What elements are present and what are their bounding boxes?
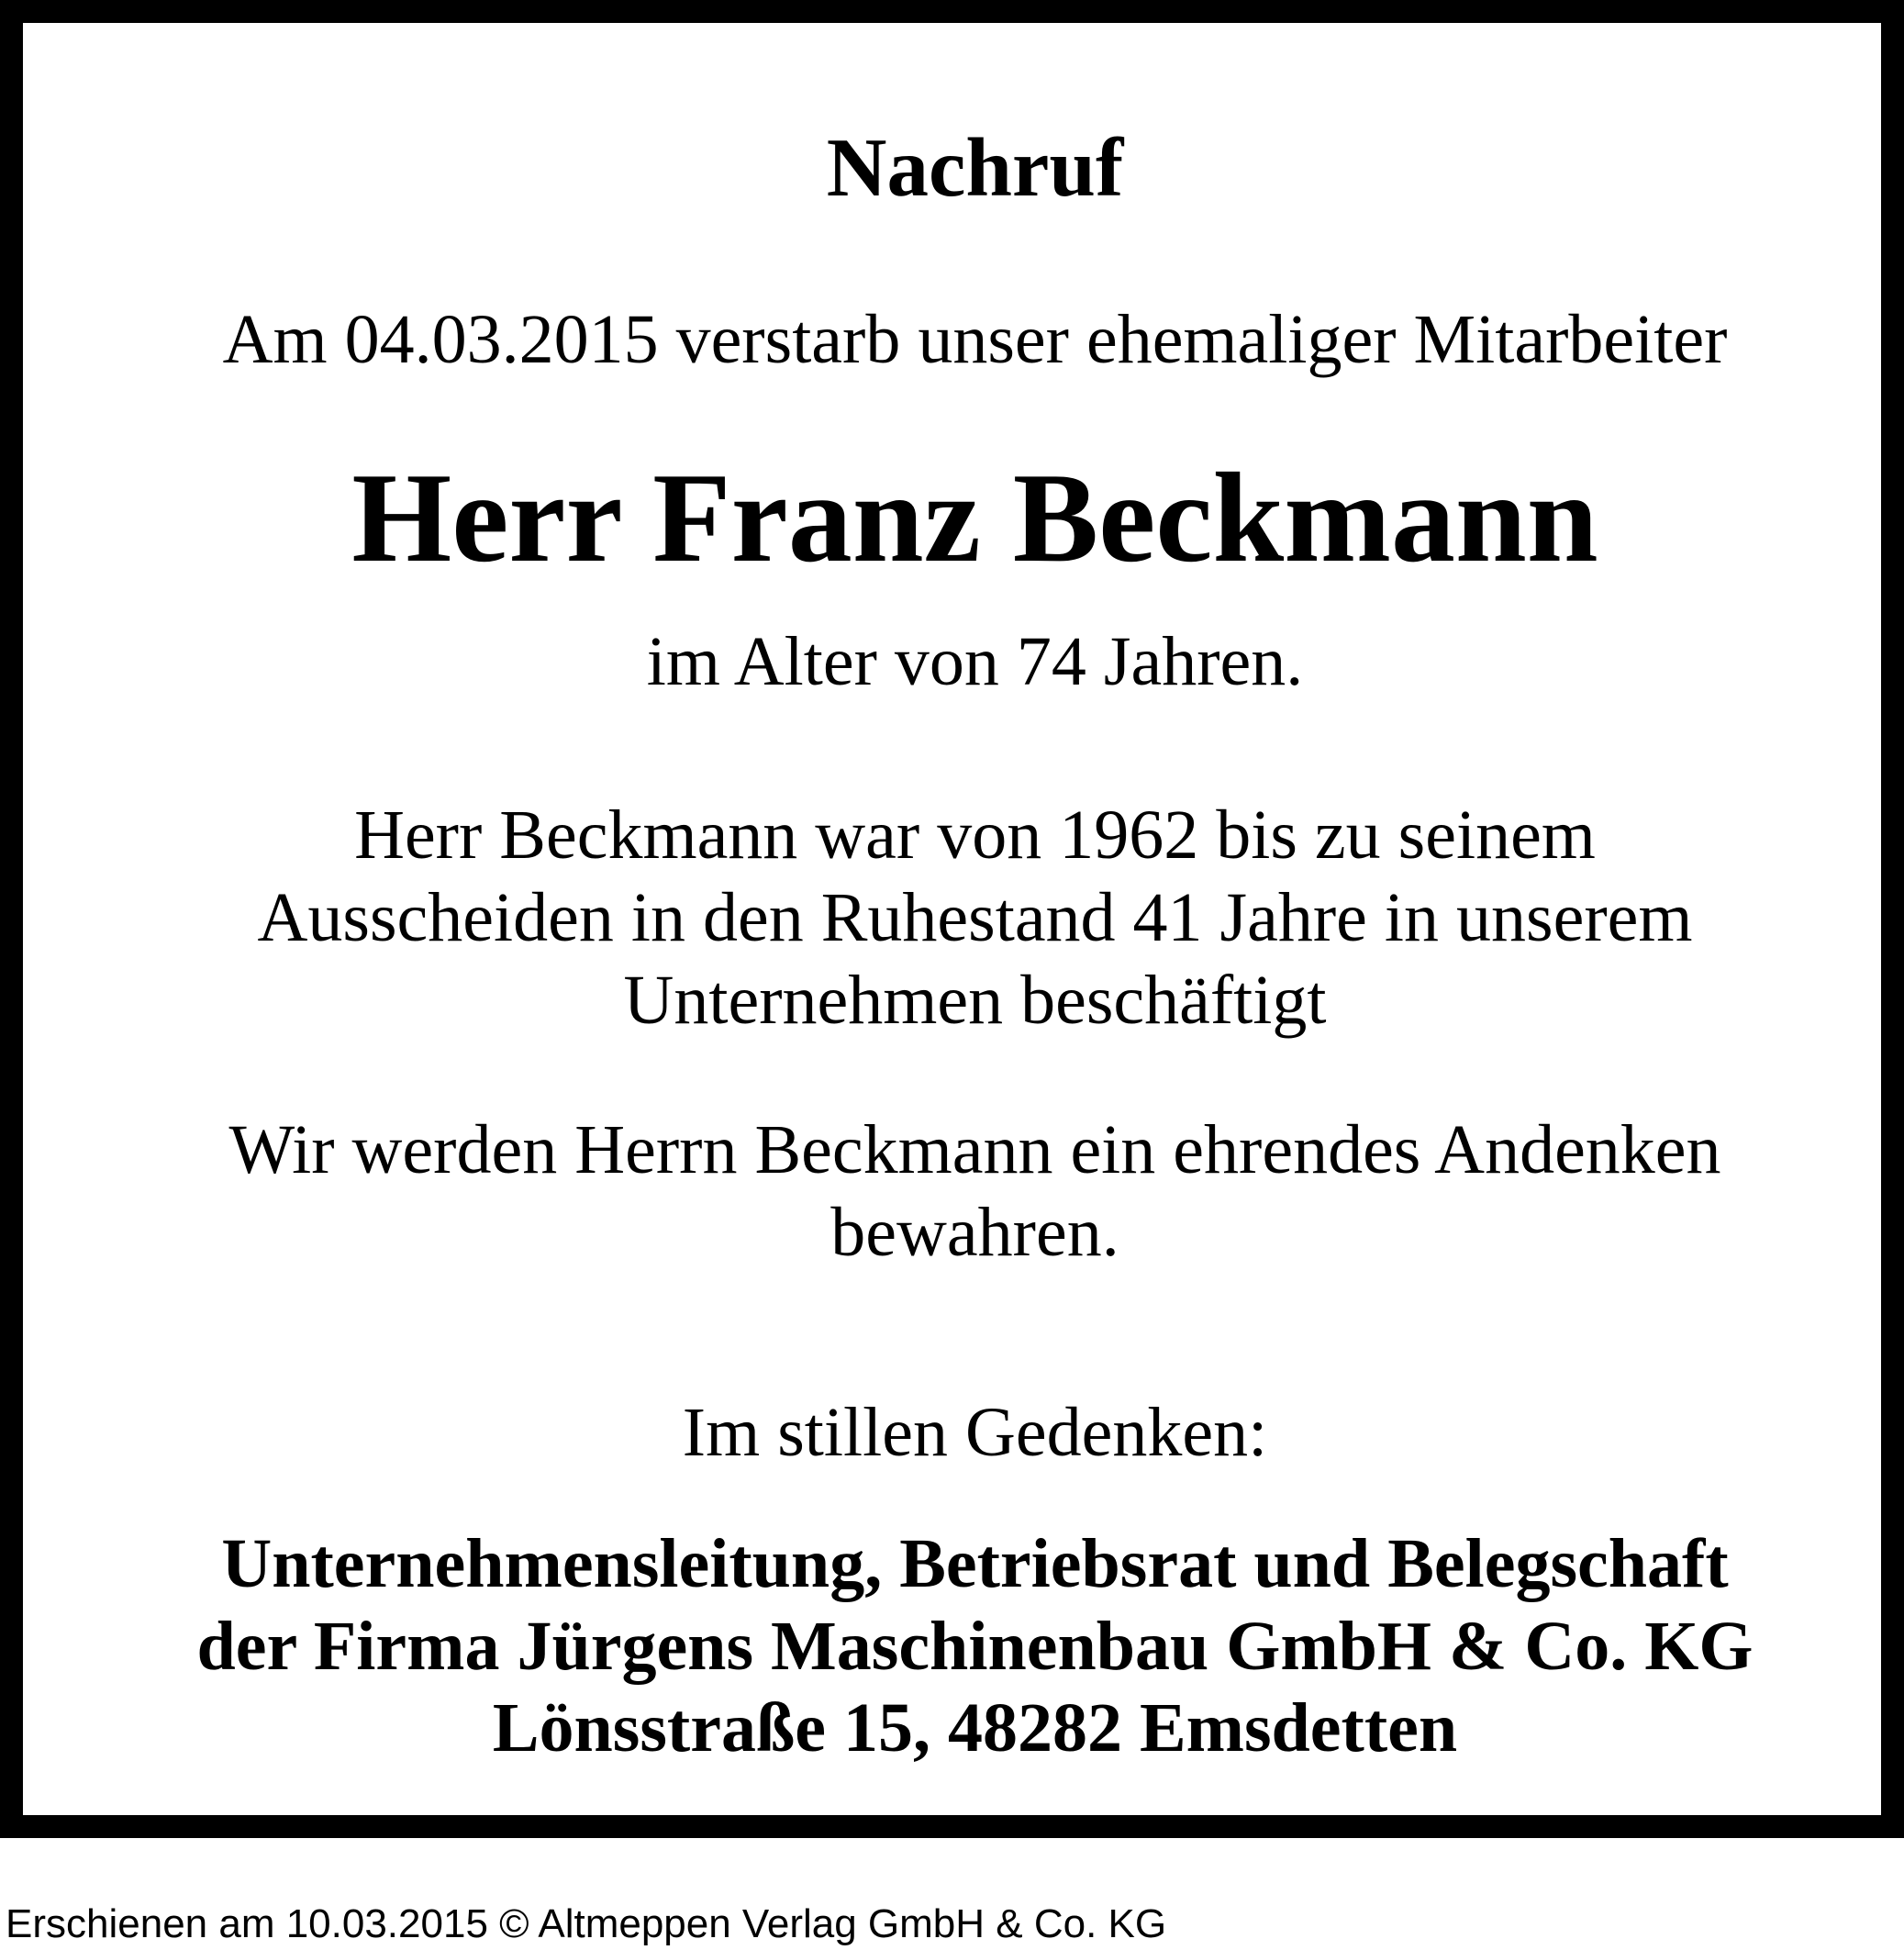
notice-title: Nachruf bbox=[826, 121, 1124, 214]
intro-text: Am 04.03.2015 verstarb unser ehemaliger Mitarbeiter bbox=[222, 301, 1728, 378]
career-line-2: Ausscheiden in den Ruhestand 41 Jahre in unserem bbox=[257, 879, 1693, 956]
signature-line-2: der Firma Jürgens Maschinenbau GmbH & Co. KG bbox=[196, 1608, 1754, 1685]
signature-line-3: Lönsstraße 15, 48282 Emsdetten bbox=[492, 1689, 1458, 1766]
career-line-1: Herr Beckmann war von 1962 bis zu seinem bbox=[354, 797, 1596, 874]
publication-footer: Erschienen am 10.03.2015 © Altmeppen Verlag GmbH & Co. KG bbox=[6, 1901, 1167, 1946]
signature-line-1: Unternehmensleitung, Betriebsrat und Belegschaft bbox=[221, 1525, 1729, 1602]
remembrance-line-1: Wir werden Herrn Beckmann ein ehrendes Andenken bbox=[228, 1111, 1721, 1188]
deceased-name: Herr Franz Beckmann bbox=[351, 447, 1598, 589]
career-line-3: Unternehmen beschäftigt bbox=[623, 962, 1327, 1039]
remembrance-line-2: bewahren. bbox=[830, 1194, 1119, 1271]
age-text: im Alter von 74 Jahren. bbox=[646, 623, 1304, 700]
closing-text: Im stillen Gedenken: bbox=[682, 1394, 1268, 1471]
